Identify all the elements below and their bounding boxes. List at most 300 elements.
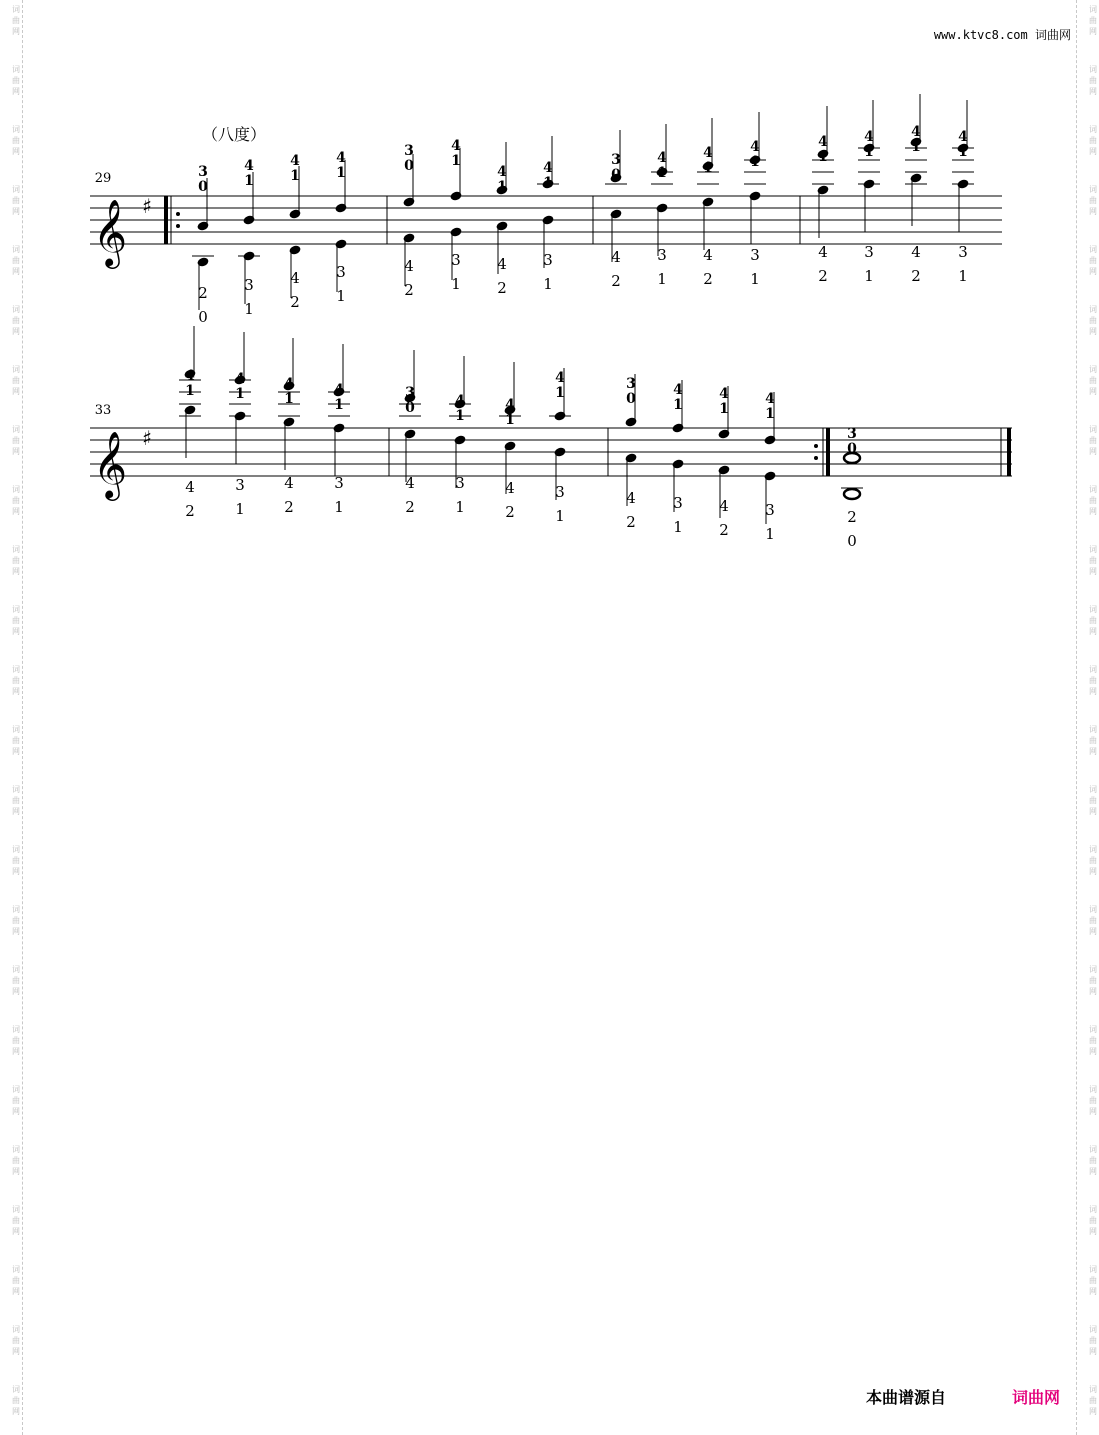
fingering-lower-2: 1	[455, 498, 465, 516]
fingering-upper-1: 4	[719, 386, 729, 402]
site-name[interactable]: 词曲网	[1034, 28, 1071, 42]
watermark-char: 词	[1089, 965, 1097, 974]
treble-clef-icon: 𝄞	[92, 198, 128, 266]
watermark-char: 网	[1089, 927, 1097, 936]
watermark-mark	[8, 784, 24, 817]
watermark-char: 词	[1089, 1205, 1097, 1214]
repeat-dot	[814, 456, 818, 460]
chord	[605, 130, 627, 290]
fingering-lower-1: 3	[555, 483, 565, 501]
fingering-upper-2: 1	[719, 401, 729, 417]
fingering-lower-1: 4	[703, 246, 713, 264]
watermark-char: 词	[12, 65, 20, 74]
note-head	[334, 202, 347, 213]
watermark-char: 网	[12, 627, 20, 636]
fingering-lower-1: 4	[719, 497, 729, 515]
fingering-lower-2: 2	[405, 498, 415, 516]
watermark-char: 词	[1089, 1085, 1097, 1094]
fingering-upper-2: 1	[750, 154, 760, 170]
watermark-char: 词	[12, 1205, 20, 1214]
footer-source-label: 本曲谱源自	[866, 1388, 947, 1407]
note-head	[196, 220, 209, 231]
watermark-char: 网	[1089, 1167, 1097, 1176]
watermark-mark	[8, 904, 24, 937]
watermark-char: 网	[12, 807, 20, 816]
watermark-char: 曲	[1089, 916, 1097, 925]
fingering-lower-1: 4	[284, 474, 294, 492]
watermark-char: 网	[12, 1047, 20, 1056]
note-head	[242, 250, 255, 261]
watermark-char: 网	[1089, 267, 1097, 276]
chord	[858, 100, 880, 285]
watermark-char: 词	[12, 1265, 20, 1274]
watermark-char: 词	[12, 905, 20, 914]
watermark-char: 网	[12, 87, 20, 96]
fingering-upper-2: 1	[185, 383, 195, 399]
fingering-upper-1: 4	[451, 138, 461, 154]
watermark-char: 网	[12, 1227, 20, 1236]
note-head	[553, 446, 566, 457]
site-url[interactable]: www.ktvc8.com	[933, 28, 1028, 42]
watermark-char: 网	[1089, 687, 1097, 696]
watermark-char: 曲	[12, 256, 20, 265]
watermark-char: 曲	[12, 1156, 20, 1165]
watermark-char: 网	[12, 147, 20, 156]
watermark-char: 网	[1089, 1107, 1097, 1116]
fingering-lower-2: 2	[626, 513, 636, 531]
note-head	[288, 208, 301, 219]
chord	[238, 158, 260, 318]
octave-marking: （八度）	[202, 125, 267, 144]
fingering-lower-1: 4	[405, 474, 415, 492]
fingering-lower-1: 3	[451, 251, 461, 269]
watermark-char: 词	[1089, 605, 1097, 614]
watermark-char: 曲	[1089, 1216, 1097, 1225]
watermark-mark	[1085, 184, 1099, 217]
fingering-upper-1: 4	[911, 124, 921, 140]
watermark-char: 词	[12, 1325, 20, 1334]
watermark-char: 网	[12, 447, 20, 456]
watermark-char: 词	[12, 425, 20, 434]
fingering-upper-2: 1	[334, 397, 344, 413]
fingering-upper-1: 3	[404, 143, 414, 159]
watermark-char: 曲	[12, 916, 20, 925]
watermark-char: 词	[1089, 1385, 1097, 1394]
fingering-lower-2: 1	[958, 267, 968, 285]
watermark-char: 词	[1089, 1145, 1097, 1154]
fingering-upper-2: 1	[555, 385, 565, 401]
fingering-upper-2: 0	[847, 441, 857, 457]
fingering-lower-1: 3	[864, 243, 874, 261]
watermark-char: 曲	[1089, 1336, 1097, 1345]
note-head	[624, 452, 637, 463]
key-signature-sharp: ♯	[142, 194, 152, 218]
watermark-char: 曲	[12, 1096, 20, 1105]
repeat-end-thick-barline	[826, 428, 830, 476]
watermark-mark	[1085, 1144, 1099, 1177]
watermark-char: 网	[1089, 447, 1097, 456]
chord	[328, 344, 350, 516]
fingering-upper-2: 1	[818, 149, 828, 165]
watermark-char: 曲	[12, 1216, 20, 1225]
watermark-char: 曲	[12, 136, 20, 145]
chord	[399, 350, 421, 516]
watermark-char: 网	[1089, 147, 1097, 156]
note-head	[701, 196, 714, 207]
watermark-char: 曲	[1089, 1096, 1097, 1105]
fingering-lower-1: 4	[497, 255, 507, 273]
watermark-char: 词	[12, 605, 20, 614]
staff-system-2	[90, 326, 1012, 550]
fingering-upper-2: 0	[611, 167, 621, 183]
watermark-char: 网	[1089, 87, 1097, 96]
watermark-mark	[8, 1324, 24, 1357]
fingering-lower-2: 2	[290, 293, 300, 311]
watermark-char: 词	[12, 1385, 20, 1394]
watermark-mark	[8, 724, 24, 757]
note-head	[233, 410, 246, 421]
watermark-char: 词	[12, 725, 20, 734]
fingering-lower-2: 2	[185, 502, 195, 520]
note-head	[763, 434, 776, 445]
watermark-char: 网	[1089, 507, 1097, 516]
watermark-mark	[1085, 604, 1099, 637]
watermark-char: 曲	[12, 76, 20, 85]
watermark-mark	[8, 964, 24, 997]
watermark-mark	[1085, 664, 1099, 697]
watermark-char: 曲	[12, 856, 20, 865]
fingering-upper-2: 1	[657, 165, 667, 181]
watermark-char: 词	[1089, 1265, 1097, 1274]
watermark-char: 曲	[12, 556, 20, 565]
watermark-mark	[8, 604, 24, 637]
watermark-char: 词	[1089, 305, 1097, 314]
note-head	[332, 422, 345, 433]
fingering-upper-2: 1	[911, 139, 921, 155]
watermark-mark	[1085, 124, 1099, 157]
chord	[402, 143, 415, 299]
watermark-mark	[1085, 1084, 1099, 1117]
fingering-upper-1: 3	[611, 152, 621, 168]
watermark-char: 网	[12, 867, 20, 876]
fingering-lower-2: 2	[818, 267, 828, 285]
fingering-lower-1: 4	[404, 257, 414, 275]
note-head	[816, 184, 829, 195]
watermark-char: 词	[12, 185, 20, 194]
watermark-char: 网	[1089, 1407, 1097, 1416]
fingering-upper-1: 4	[657, 150, 667, 166]
fingering-upper-2: 1	[290, 168, 300, 184]
fingering-lower-2: 1	[765, 525, 775, 543]
watermark-mark	[8, 1264, 24, 1297]
watermark-char: 词	[1089, 245, 1097, 254]
fingering-upper-1: 4	[750, 139, 760, 155]
watermark-char: 网	[1089, 207, 1097, 216]
watermark-char: 网	[12, 1347, 20, 1356]
fingering-upper-2: 1	[673, 397, 683, 413]
note-head	[402, 196, 415, 207]
watermark-char: 网	[12, 1407, 20, 1416]
watermark-char: 词	[12, 365, 20, 374]
watermark-char: 词	[1089, 185, 1097, 194]
repeat-dot	[176, 224, 180, 228]
fingering-upper-1: 4	[235, 371, 245, 387]
treble-clef-icon: 𝄞	[92, 430, 128, 498]
watermark-char: 词	[1089, 905, 1097, 914]
watermark-char: 曲	[12, 976, 20, 985]
watermark-mark	[8, 1024, 24, 1057]
note-head	[449, 190, 462, 201]
fingering-lower-1: 3	[750, 246, 760, 264]
watermark-mark	[1085, 784, 1099, 817]
watermark-char: 词	[1089, 545, 1097, 554]
fingering-upper-2: 1	[497, 179, 507, 195]
watermark-mark	[8, 844, 24, 877]
fingering-lower-1: 4	[290, 269, 300, 287]
watermark-mark	[1085, 844, 1099, 877]
fingering-upper-1: 4	[818, 134, 828, 150]
watermark-mark	[8, 64, 24, 97]
watermark-char: 曲	[12, 436, 20, 445]
fingering-lower-1: 3	[657, 246, 667, 264]
watermark-char: 词	[12, 965, 20, 974]
watermark-char: 网	[1089, 1347, 1097, 1356]
fingering-lower-2: 2	[703, 270, 713, 288]
fingering-upper-1: 4	[673, 382, 683, 398]
watermark-char: 网	[12, 27, 20, 36]
watermark-char: 网	[12, 207, 20, 216]
watermark-char: 网	[1089, 627, 1097, 636]
watermark-mark	[1085, 1204, 1099, 1237]
watermark-char: 词	[1089, 785, 1097, 794]
note-head	[671, 458, 684, 469]
chord	[744, 112, 766, 288]
chord	[549, 368, 571, 525]
watermark-char: 曲	[1089, 16, 1097, 25]
watermark-char: 曲	[12, 736, 20, 745]
measure-number: 33	[94, 403, 112, 418]
whole-note-head	[844, 489, 860, 499]
chord	[952, 100, 974, 285]
note-head	[183, 404, 196, 415]
fingering-lower-2: 2	[284, 498, 294, 516]
fingering-lower-1: 3	[334, 474, 344, 492]
fingering-lower-2: 1	[864, 267, 874, 285]
note-head	[196, 256, 209, 267]
chord	[717, 386, 730, 539]
fingering-upper-2: 1	[244, 173, 254, 189]
fingering-lower-1: 3	[765, 501, 775, 519]
note-head	[453, 434, 466, 445]
fingering-upper-2: 1	[505, 412, 515, 428]
watermark-char: 曲	[1089, 1396, 1097, 1405]
watermark-mark	[8, 4, 24, 37]
repeat-start-thick-barline	[164, 196, 168, 244]
watermark-mark	[1085, 244, 1099, 277]
chord	[192, 164, 214, 326]
chord	[537, 136, 559, 293]
watermark-char: 网	[12, 1287, 20, 1296]
chord	[763, 391, 776, 543]
watermark-char: 网	[1089, 867, 1097, 876]
watermark-char: 词	[12, 125, 20, 134]
watermark-char: 曲	[1089, 1276, 1097, 1285]
watermark-char: 网	[1089, 567, 1097, 576]
fingering-upper-2: 0	[626, 391, 636, 407]
note-head	[403, 428, 416, 439]
watermark-char: 网	[1089, 1047, 1097, 1056]
watermark-mark	[1085, 364, 1099, 397]
watermark-char: 曲	[1089, 676, 1097, 685]
note-head	[288, 244, 301, 255]
watermark-char: 词	[12, 665, 20, 674]
fingering-upper-1: 4	[455, 393, 465, 409]
watermark-char: 词	[12, 305, 20, 314]
fingering-lower-2: 1	[673, 518, 683, 536]
watermark-char: 词	[12, 485, 20, 494]
fingering-lower-2: 0	[198, 308, 208, 326]
watermark-char: 曲	[1089, 556, 1097, 565]
watermark-char: 曲	[1089, 136, 1097, 145]
watermark-mark	[1085, 304, 1099, 337]
watermark-mark	[8, 184, 24, 217]
note-head	[624, 416, 637, 427]
watermark-char: 曲	[1089, 76, 1097, 85]
watermark-char: 曲	[12, 16, 20, 25]
fingering-lower-2: 2	[404, 281, 414, 299]
watermark-mark	[1085, 964, 1099, 997]
watermark-char: 曲	[1089, 856, 1097, 865]
watermark-mark	[1085, 544, 1099, 577]
watermark-mark	[8, 244, 24, 277]
fingering-upper-1: 4	[505, 397, 515, 413]
chord	[905, 94, 927, 285]
watermark-char: 网	[12, 747, 20, 756]
note-head	[748, 190, 761, 201]
watermark-mark	[1085, 1384, 1099, 1417]
fingering-lower-2: 2	[911, 267, 921, 285]
fingering-upper-2: 1	[336, 165, 346, 181]
fingering-upper-2: 1	[235, 386, 245, 402]
fingering-upper-1: 3	[405, 385, 415, 401]
note-head	[282, 416, 295, 427]
fingering-lower-2: 2	[611, 272, 621, 290]
fingering-lower-1: 4	[611, 248, 621, 266]
note-head	[717, 428, 730, 439]
watermark-mark	[8, 424, 24, 457]
watermark-mark	[1085, 1324, 1099, 1357]
watermark-char: 曲	[12, 1036, 20, 1045]
fingering-upper-1: 4	[284, 376, 294, 392]
watermark-char: 网	[12, 1107, 20, 1116]
watermark-mark	[8, 484, 24, 517]
fingering-upper-2: 1	[451, 153, 461, 169]
note-head	[655, 202, 668, 213]
chord	[499, 362, 521, 521]
fingering-lower-1: 4	[911, 243, 921, 261]
watermark-mark	[1085, 424, 1099, 457]
watermark-mark	[1085, 1024, 1099, 1057]
watermark-char: 曲	[1089, 976, 1097, 985]
fingering-upper-2: 1	[958, 144, 968, 160]
chord	[278, 338, 300, 516]
watermark-char: 网	[1089, 327, 1097, 336]
chord	[697, 118, 719, 288]
watermark-char: 网	[1089, 987, 1097, 996]
fingering-lower-1: 4	[505, 479, 515, 497]
watermark-char: 词	[1089, 725, 1097, 734]
watermark-char: 曲	[12, 1396, 20, 1405]
watermark-char: 网	[12, 927, 20, 936]
note-head	[449, 226, 462, 237]
fingering-upper-2: 1	[765, 406, 775, 422]
fingering-lower-1: 3	[673, 494, 683, 512]
watermark-char: 词	[1089, 1025, 1097, 1034]
fingering-lower-2: 0	[847, 532, 857, 550]
watermark-char: 曲	[12, 496, 20, 505]
fingering-upper-2: 0	[198, 179, 208, 195]
fingering-lower-1: 3	[235, 476, 245, 494]
watermark-char: 曲	[12, 376, 20, 385]
final-thick-barline	[1007, 428, 1011, 476]
fingering-upper-1: 4	[555, 370, 565, 386]
footer-logo[interactable]: 词曲网	[1012, 1388, 1061, 1407]
watermark-char: 词	[12, 1085, 20, 1094]
fingering-lower-1: 4	[185, 478, 195, 496]
watermark-char: 网	[12, 987, 20, 996]
note-head	[541, 214, 554, 225]
note-head	[862, 178, 875, 189]
watermark-mark	[1085, 904, 1099, 937]
watermark-char: 词	[1089, 845, 1097, 854]
fingering-upper-1: 4	[765, 391, 775, 407]
fingering-upper-2: 0	[404, 158, 414, 174]
watermark-char: 词	[1089, 365, 1097, 374]
fingering-lower-2: 1	[336, 287, 346, 305]
fingering-upper-1: 3	[847, 426, 857, 442]
fingering-upper-2: 1	[284, 391, 294, 407]
note-head	[242, 214, 255, 225]
watermark-char: 词	[1089, 425, 1097, 434]
watermark-char: 词	[1089, 5, 1097, 14]
fingering-lower-1: 2	[847, 508, 857, 526]
fingering-lower-2: 1	[657, 270, 667, 288]
watermark-char: 曲	[1089, 736, 1097, 745]
note-head	[334, 238, 347, 249]
fingering-lower-1: 3	[455, 474, 465, 492]
watermark-char: 词	[12, 1145, 20, 1154]
fingering-lower-2: 1	[451, 275, 461, 293]
fingering-upper-1: 4	[497, 164, 507, 180]
fingering-lower-1: 2	[198, 284, 208, 302]
watermark-char: 曲	[12, 676, 20, 685]
watermark-char: 曲	[1089, 196, 1097, 205]
chord	[651, 124, 673, 288]
repeat-dot	[814, 444, 818, 448]
note-head	[671, 422, 684, 433]
fingering-upper-1: 4	[958, 129, 968, 145]
fingering-upper-1: 4	[185, 368, 195, 384]
watermark-mark	[1085, 1264, 1099, 1297]
note-head	[909, 172, 922, 183]
watermark-char: 曲	[12, 316, 20, 325]
watermark-mark	[8, 664, 24, 697]
watermark-char: 词	[12, 545, 20, 554]
fingering-lower-2: 2	[719, 521, 729, 539]
note-head	[495, 220, 508, 231]
fingering-lower-2: 1	[555, 507, 565, 525]
watermark-mark	[8, 544, 24, 577]
